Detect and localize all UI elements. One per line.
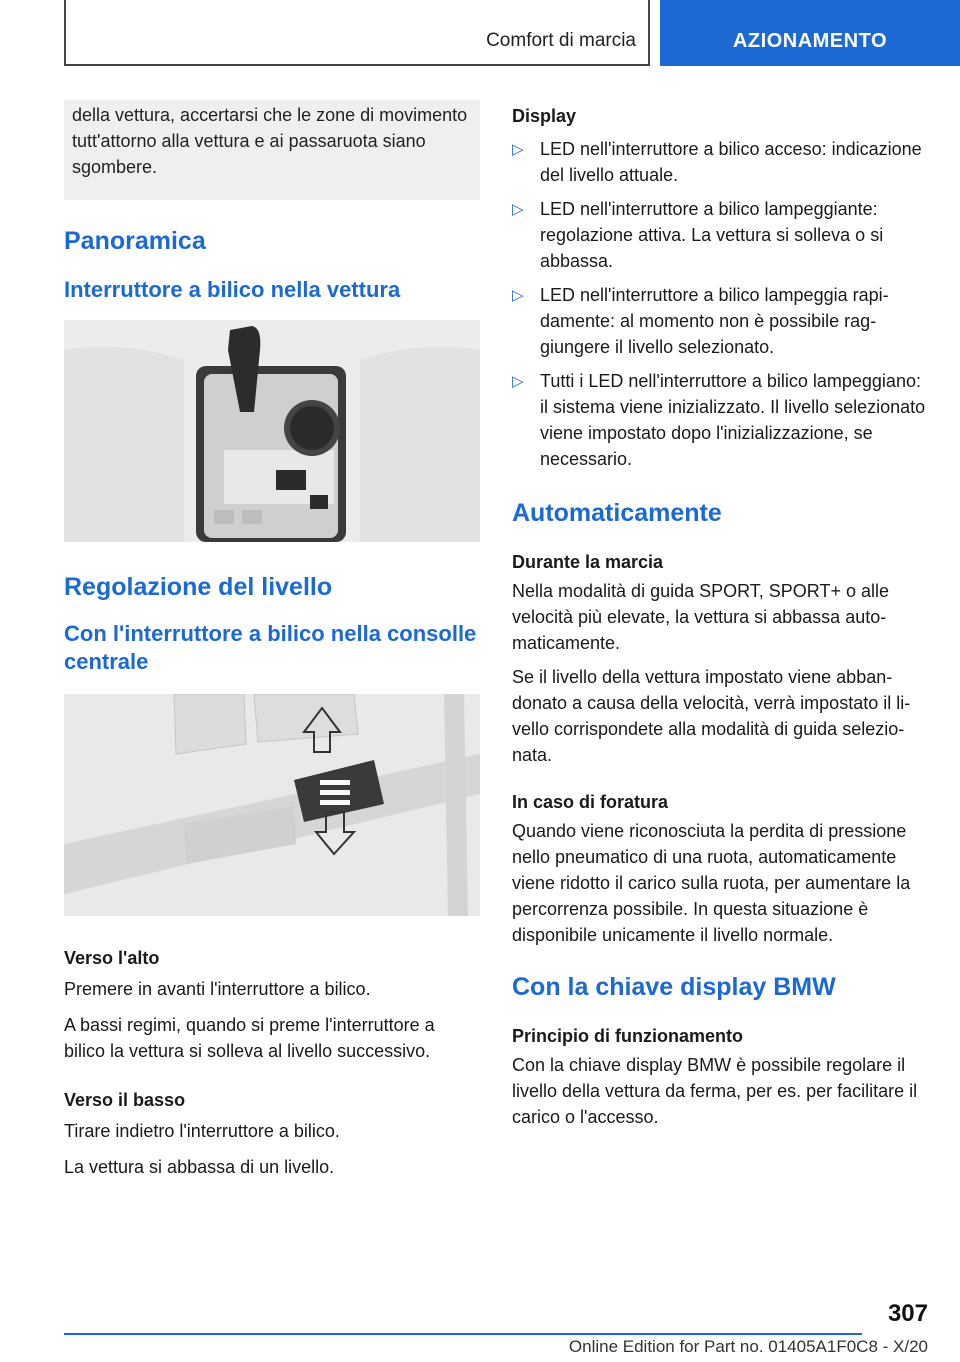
- triangle-bullet-icon: ▷: [512, 373, 524, 390]
- page-number: 307: [887, 1300, 928, 1327]
- rocker-switch-image: [64, 694, 480, 916]
- edition-footer: Online Edition for Part no. 01405A1F0C8 - X/20: [568, 1337, 928, 1356]
- triangle-bullet-icon: ▷: [512, 287, 524, 304]
- foratura-title: In caso di foratura: [512, 792, 669, 812]
- triangle-bullet-icon: ▷: [512, 201, 524, 218]
- durante-p2: Se il livello della vettura impostato viene abbandonato a causa della velocità, verrà impostato il livello corrispondete alla modalità di guida selezionata.: [512, 667, 911, 765]
- section-title: Comfort di marcia: [486, 30, 636, 51]
- chapter-tab[interactable]: AZIONAMENTO: [660, 0, 960, 66]
- heading-regolazione: Regolazione del livello: [64, 573, 333, 601]
- triangle-bullet-icon: ▷: [512, 141, 524, 158]
- display-title: Display: [512, 106, 577, 126]
- list-item: ▷ Tutti i LED nell'interruttore a bilico lampeggiano: il sistema viene inizializzato. Il livello selezionato viene impostato dopo l'inizializzazione, se necessario.: [512, 371, 926, 469]
- heading-automaticamente: Automaticamente: [512, 499, 722, 527]
- list-item: ▷ LED nell'interruttore a bilico lampeggiante: regolazione attiva. La vettura si solleva o si abbassa.: [512, 199, 884, 271]
- durante-p1: Nella modalità di guida SPORT, SPORT+ o alle velocità più elevate, la vettura si abbassa automaticamente.: [512, 581, 890, 653]
- list-item: ▷ LED nell'interruttore a bilico acceso: indicazione del livello attuale.: [512, 139, 922, 185]
- heading-panoramica: Panoramica: [64, 227, 206, 255]
- rocker-switch-illustration: [64, 694, 480, 916]
- heading-con-interruttore: Con l'interruttore a bilico nella consolle centrale: [64, 621, 477, 674]
- footer-divider: [64, 1333, 862, 1335]
- foratura-p1: Quando viene riconosciuta la perdita di pressione nello pneumatico di una ruota, automaticamente viene ridotto il carico sulla ruota, per aumentare la percorrenza possibile. In questa situazione è disponibile unicamente il livello normale.: [512, 821, 911, 945]
- heading-chiave: Con la chiave display BMW: [512, 973, 836, 1001]
- center-console-illustration: [64, 320, 480, 542]
- verso-alto-title: Verso l'alto: [64, 948, 160, 968]
- list-item: ▷ LED nell'interruttore a bilico lampeggia rapidamente: al momento non è possibile raggiungere il livello selezionato.: [512, 285, 889, 357]
- center-console-image: [64, 320, 480, 542]
- verso-basso-p2: La vettura si abbassa di un livello.: [64, 1157, 335, 1177]
- heading-interruttore: Interruttore a bilico nella vettura: [64, 277, 401, 302]
- principio-title: Principio di funzionamento: [512, 1026, 743, 1046]
- verso-basso-p1: Tirare indietro l'interruttore a bilico.: [64, 1121, 340, 1141]
- principio-p1: Con la chiave display BMW è possibile regolare il livello della vettura da ferma, per es. per facilitare il carico o l'accesso.: [512, 1055, 918, 1127]
- verso-basso-title: Verso il basso: [64, 1090, 186, 1110]
- warning-box: della vettura, accertarsi che le zone di movimento tutt'attorno alla vettura e ai passaruota siano sgombere.: [64, 100, 480, 200]
- right-column: [512, 104, 932, 1130]
- left-column: [64, 100, 480, 1180]
- durante-title: Durante la marcia: [512, 552, 664, 572]
- verso-alto-p1: Premere in avanti l'interruttore a bilico.: [64, 979, 371, 999]
- verso-alto-p2: A bassi regimi, quando si preme l'interruttore a bilico la vettura si solleva al livello successivo.: [64, 1015, 435, 1061]
